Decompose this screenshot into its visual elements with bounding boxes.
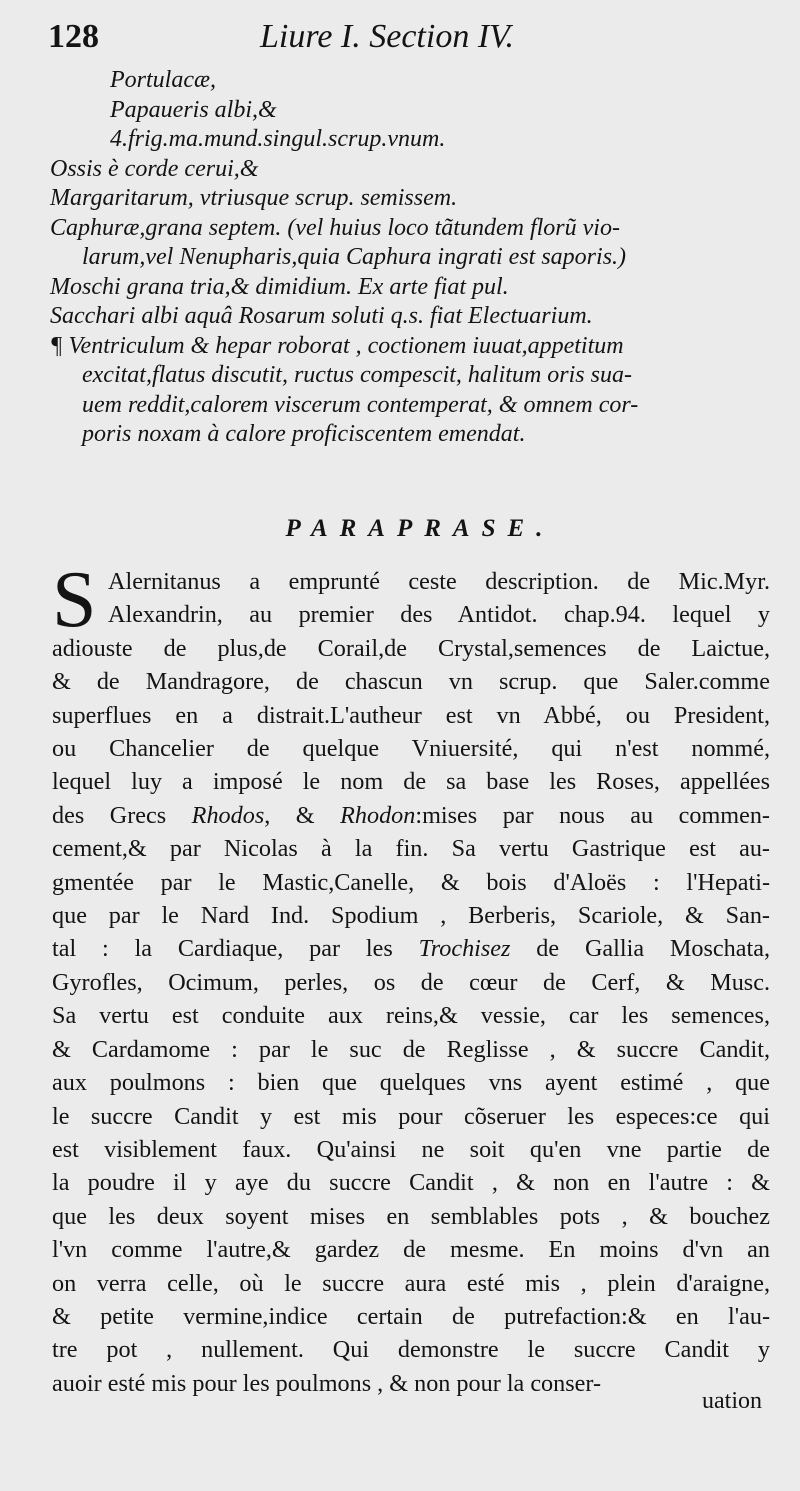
body-line: la poudre il y aye du succre Candit , & non en l'autre : & xyxy=(52,1169,770,1197)
body-line: & Cardamome : par le suc de Reglisse , & succre Candit, xyxy=(52,1035,770,1063)
body-line: superflues en a distrait.L'autheur est vn Abbé, ou President, xyxy=(52,701,770,729)
body-line: est visiblement faux. Qu'ainsi ne soit qu'en vne partie de xyxy=(52,1135,770,1163)
running-title: Liure I. Section IV. xyxy=(260,18,515,55)
body-line: Alernitanus a emprunté ceste description. de Mic.Myr. xyxy=(108,568,770,595)
body-line: cement,& par Nicolas à la fin. Sa vertu Gastrique est au- xyxy=(52,835,770,863)
body-line: & petite vermine,indice certain de putrefaction:& en l'au- xyxy=(52,1302,770,1330)
body-line: le succre Candit y est mis pour cõseruer les especes:ce qui xyxy=(52,1102,770,1130)
recipe-line: larum,vel Nenupharis,quia Caphura ingrati est saporis.) xyxy=(82,244,627,270)
recipe-line: Sacchari albi aquâ Rosarum soluti q.s. fiat Electuarium. xyxy=(50,303,593,329)
recipe-line: Margaritarum, vtriusque scrup. semissem. xyxy=(50,185,458,211)
body-line: que les deux soyent mises en semblables pots , & bouchez xyxy=(52,1202,770,1230)
body-line: Sa vertu est conduite aux reins,& vessie, car les semences, xyxy=(52,1002,770,1030)
body-line: ou Chancelier de quelque Vniuersité, qui n'est nommé, xyxy=(52,735,770,763)
recipe-line: Papaueris albi,& xyxy=(110,96,277,123)
body-line: & de Mandragore, de chascun vn scrup. que Saler.comme xyxy=(52,668,770,696)
recipe-line: Ossis è corde cerui,& xyxy=(50,155,259,182)
recipe-line: poris noxam à calore proficiscentem emendat. xyxy=(82,421,526,447)
body-line: adiouste de plus,de Corail,de Crystal,semences de Laictue, xyxy=(52,634,770,662)
recipe-line: Moschi grana tria,& dimidium. Ex arte fiat pul. xyxy=(50,273,509,300)
body-line: que par le Nard Ind. Spodium , Berberis, Scariole, & San- xyxy=(52,902,770,930)
page-number: 128 xyxy=(48,18,99,55)
catchword: uation xyxy=(702,1388,762,1414)
body-line: on verra celle, où le succre aura esté mis , plein d'araigne, xyxy=(52,1269,770,1297)
recipe-block xyxy=(50,66,765,450)
recipe-line: ¶ Ventriculum & hepar roborat , coctionem iuuat,appetitum xyxy=(50,332,624,359)
body-line: auoir esté mis pour les poulmons , & non pour la conser- xyxy=(52,1369,602,1397)
recipe-line: Caphuræ,grana septem. (vel huius loco tãtundem florũ vio- xyxy=(50,214,620,241)
recipe-line: Portulacæ, xyxy=(110,67,216,93)
body-line: lequel luy a imposé le nom de sa base les Roses, appellées xyxy=(52,768,770,796)
body-line: aux poulmons : bien que quelques vns ayent estimé , que xyxy=(52,1069,770,1097)
recipe-line: 4.frig.ma.mund.singul.scrup.vnum. xyxy=(110,126,446,152)
body-line: gmentée par le Mastic,Canelle, & bois d'Aloës : l'Hepati- xyxy=(52,868,770,896)
body-line: l'vn comme l'autre,& gardez de mesme. En moins d'vn an xyxy=(52,1236,770,1264)
page-header xyxy=(48,18,748,62)
body-line: des Grecs Rhodos, & Rhodon:mises par nous au commen- xyxy=(52,801,770,829)
recipe-line: uem reddit,calorem viscerum contemperat, & omnem cor- xyxy=(82,391,639,418)
paraphrase-body xyxy=(52,556,770,1400)
body-line: tre pot , nullement. Qui demonstre le succre Candit y xyxy=(52,1336,770,1364)
recipe-line: excitat,flatus discutit, ructus compescit, halitum oris sua- xyxy=(82,362,632,388)
section-heading: PARAPRASE. xyxy=(285,515,555,542)
body-line: Gyrofles, Ocimum, perles, os de cœur de Cerf, & Musc. xyxy=(52,968,770,996)
drop-cap: S xyxy=(52,556,97,644)
body-line: tal : la Cardiaque, par les Trochisez de Gallia Moschata, xyxy=(52,935,770,963)
body-line: Alexandrin, au premier des Antidot. chap.94. lequel y xyxy=(108,601,770,629)
